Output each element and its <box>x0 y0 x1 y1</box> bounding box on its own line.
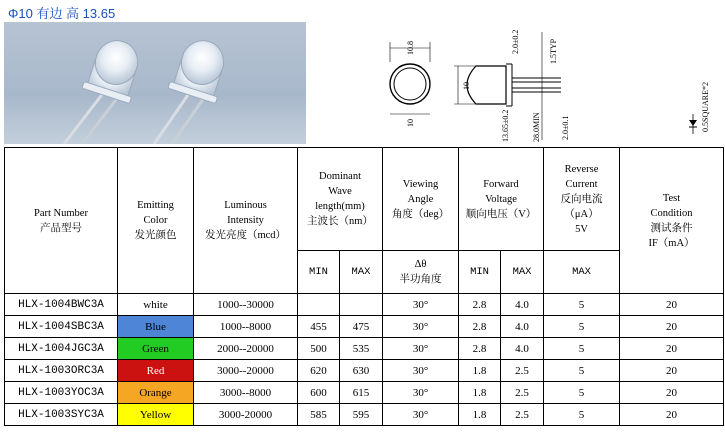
header-reverse-current: Reverse Current 反向电流 （μA） 5V <box>544 148 620 251</box>
dim-label: 0.5SQUARE*2 <box>701 81 710 132</box>
vf-max-cell: 4.0 <box>501 294 544 316</box>
wl-min-cell: 500 <box>298 338 340 360</box>
wl-max-cell <box>340 294 383 316</box>
wl-max-cell: 475 <box>340 316 383 338</box>
part-number-cell: HLX-1004JGC3A <box>5 338 118 360</box>
part-number-cell: HLX-1004BWC3A <box>5 294 118 316</box>
vf-min-cell: 1.8 <box>459 404 501 426</box>
luminous-cell: 3000-20000 <box>194 404 298 426</box>
wl-max-cell: 535 <box>340 338 383 360</box>
wl-min-cell: 620 <box>298 360 340 382</box>
diode-symbol-icon <box>689 114 697 134</box>
dim-label: 10 <box>406 119 415 127</box>
if-cell: 20 <box>620 360 724 382</box>
part-number-cell: HLX-1003YOC3A <box>5 382 118 404</box>
vf-max-cell: 2.5 <box>501 404 544 426</box>
header-ir-max: MAX <box>544 251 620 294</box>
header-forward-voltage: Forward Voltage 顺向电压（V） <box>459 148 544 251</box>
color-cell: Yellow <box>118 404 194 426</box>
header-viewing-angle: Viewing Angle 角度（deg） <box>383 148 459 251</box>
angle-cell: 30° <box>383 382 459 404</box>
led-photo <box>4 22 306 144</box>
vf-min-cell: 1.8 <box>459 360 501 382</box>
header-luminous-intensity: Luminous Intensity 发光亮度（mcd） <box>194 148 298 294</box>
dim-label: 13.65±0.2 <box>501 109 510 142</box>
angle-cell: 30° <box>383 360 459 382</box>
dim-label: 2.0±0.2 <box>511 29 520 54</box>
color-cell: Red <box>118 360 194 382</box>
dim-label: 2.0±0.1 <box>561 115 570 140</box>
wl-max-cell: 595 <box>340 404 383 426</box>
vf-max-cell: 4.0 <box>501 316 544 338</box>
ir-cell: 5 <box>544 294 620 316</box>
table-row <box>5 338 724 360</box>
color-cell: Orange <box>118 382 194 404</box>
if-cell: 20 <box>620 404 724 426</box>
part-number-cell: HLX-1004SBC3A <box>5 316 118 338</box>
vf-max-cell: 4.0 <box>501 338 544 360</box>
part-number-cell: HLX-1003ORC3A <box>5 360 118 382</box>
if-cell: 20 <box>620 316 724 338</box>
if-cell: 20 <box>620 338 724 360</box>
vf-max-cell: 2.5 <box>501 360 544 382</box>
color-cell: white <box>118 294 194 316</box>
dimension-drawing <box>306 22 721 144</box>
header-vf-min: MIN <box>459 251 501 294</box>
wl-max-cell: 615 <box>340 382 383 404</box>
wl-max-cell: 630 <box>340 360 383 382</box>
ir-cell: 5 <box>544 404 620 426</box>
color-cell: Green <box>118 338 194 360</box>
header-wl-min: MIN <box>298 251 340 294</box>
dimension-drawing-svg <box>306 22 721 144</box>
angle-cell: 30° <box>383 338 459 360</box>
dim-label: 1.5TYP <box>549 38 558 64</box>
color-cell: Blue <box>118 316 194 338</box>
spec-table <box>4 147 724 426</box>
header-dominant-wavelength: Dominant Wave length(mm) 主波长（nm） <box>298 148 383 251</box>
if-cell: 20 <box>620 294 724 316</box>
dim-label: 10.8 <box>406 41 415 55</box>
angle-cell: 30° <box>383 404 459 426</box>
table-row <box>5 404 724 426</box>
ir-cell: 5 <box>544 382 620 404</box>
table-row <box>5 360 724 382</box>
part-number-cell: HLX-1003SYC3A <box>5 404 118 426</box>
luminous-cell: 2000--20000 <box>194 338 298 360</box>
vf-min-cell: 2.8 <box>459 294 501 316</box>
wl-min-cell: 455 <box>298 316 340 338</box>
header-test-condition: Test Condition 测试条件 IF（mA） <box>620 148 724 294</box>
ir-cell: 5 <box>544 316 620 338</box>
vf-max-cell: 2.5 <box>501 382 544 404</box>
angle-cell: 30° <box>383 294 459 316</box>
luminous-cell: 1000--8000 <box>194 316 298 338</box>
dim-label: 10 <box>462 82 471 90</box>
ir-cell: 5 <box>544 360 620 382</box>
table-row <box>5 294 724 316</box>
table-row <box>5 382 724 404</box>
wl-min-cell: 600 <box>298 382 340 404</box>
table-row <box>5 316 724 338</box>
luminous-cell: 3000--8000 <box>194 382 298 404</box>
luminous-cell: 1000--30000 <box>194 294 298 316</box>
dim-label: 28.0MIN <box>532 112 541 142</box>
header-emitting-color: Emitting Color 发光颜色 <box>118 148 194 294</box>
header-wl-max: MAX <box>340 251 383 294</box>
led-photo-image <box>4 22 306 144</box>
ir-cell: 5 <box>544 338 620 360</box>
wl-min-cell: 585 <box>298 404 340 426</box>
header-vf-max: MAX <box>501 251 544 294</box>
angle-cell: 30° <box>383 316 459 338</box>
wl-min-cell <box>298 294 340 316</box>
if-cell: 20 <box>620 382 724 404</box>
vf-min-cell: 2.8 <box>459 338 501 360</box>
vf-min-cell: 1.8 <box>459 382 501 404</box>
page-title: Φ10 有边 高 13.65 <box>8 6 116 21</box>
header-part-number: Part Number 产品型号 <box>5 148 118 294</box>
luminous-cell: 3000--20000 <box>194 360 298 382</box>
vf-min-cell: 2.8 <box>459 316 501 338</box>
header-half-angle: Δθ 半功角度 <box>383 251 459 294</box>
